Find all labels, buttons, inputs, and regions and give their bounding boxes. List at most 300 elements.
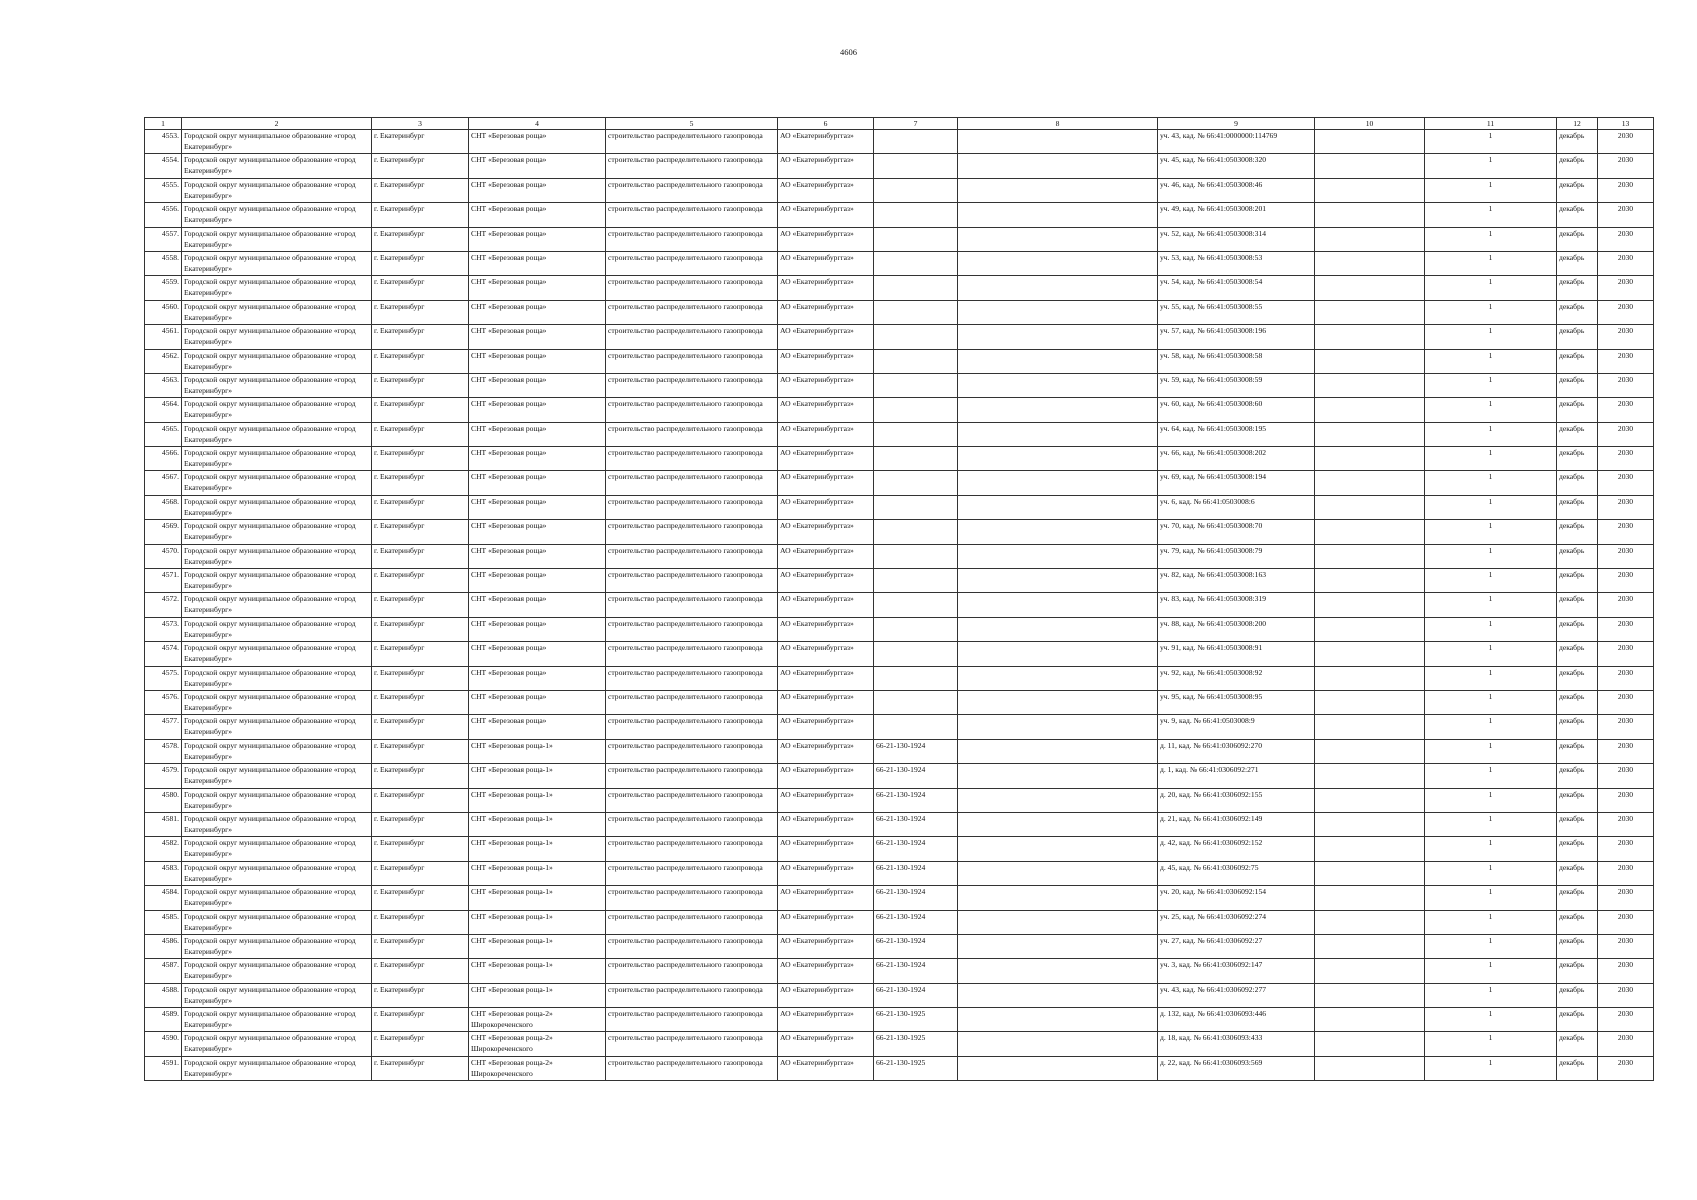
plot-cadastral-cell: уч. 69, кад. № 66:41:0503008:194 [1158, 471, 1315, 495]
column-8-cell [958, 617, 1158, 641]
organization-cell: АО «Екатеринбурггаз» [778, 569, 874, 593]
organization-cell: АО «Екатеринбурггаз» [778, 690, 874, 714]
quantity-cell: 1 [1425, 910, 1557, 934]
work-type-cell: строительство распределительного газопровода [606, 910, 778, 934]
column-10-cell [1315, 130, 1425, 154]
plot-cadastral-cell: д. 42, кад. № 66:41:0306092:152 [1158, 837, 1315, 861]
plan-code-cell [874, 593, 958, 617]
municipality-cell: Городской округ муниципальное образование «город Екатеринбург» [182, 373, 372, 397]
city-cell: г. Екатеринбург [372, 227, 469, 251]
column-10-cell [1315, 544, 1425, 568]
organization-cell: АО «Екатеринбурггаз» [778, 495, 874, 519]
column-header-4: 4 [469, 118, 606, 130]
work-type-cell: строительство распределительного газопровода [606, 959, 778, 983]
row-number: 4573. [145, 617, 182, 641]
year-cell: 2030 [1598, 886, 1654, 910]
plot-cadastral-cell: уч. 59, кад. № 66:41:0503008:59 [1158, 373, 1315, 397]
column-10-cell [1315, 788, 1425, 812]
organization-cell: АО «Екатеринбурггаз» [778, 666, 874, 690]
month-cell: декабрь [1557, 447, 1598, 471]
row-number: 4553. [145, 130, 182, 154]
row-number: 4587. [145, 959, 182, 983]
column-8-cell [958, 739, 1158, 763]
city-cell: г. Екатеринбург [372, 495, 469, 519]
month-cell: декабрь [1557, 154, 1598, 178]
row-number: 4565. [145, 422, 182, 446]
column-10-cell [1315, 593, 1425, 617]
settlement-cell: СНТ «Березовая роща-1» [469, 788, 606, 812]
column-8-cell [958, 349, 1158, 373]
plot-cadastral-cell: уч. 45, кад. № 66:41:0503008:320 [1158, 154, 1315, 178]
municipality-cell: Городской округ муниципальное образование «город Екатеринбург» [182, 1008, 372, 1032]
plot-cadastral-cell: д. 22, кад. № 66:41:0306093:569 [1158, 1056, 1315, 1080]
plot-cadastral-cell: уч. 20, кад. № 66:41:0306092:154 [1158, 886, 1315, 910]
month-cell: декабрь [1557, 178, 1598, 202]
quantity-cell: 1 [1425, 154, 1557, 178]
municipality-cell: Городской округ муниципальное образование «город Екатеринбург» [182, 203, 372, 227]
city-cell: г. Екатеринбург [372, 690, 469, 714]
column-8-cell [958, 373, 1158, 397]
work-type-cell: строительство распределительного газопровода [606, 569, 778, 593]
column-10-cell [1315, 715, 1425, 739]
plot-cadastral-cell: уч. 49, кад. № 66:41:0503008:201 [1158, 203, 1315, 227]
municipality-cell: Городской округ муниципальное образование «город Екатеринбург» [182, 593, 372, 617]
plan-code-cell [874, 715, 958, 739]
row-number: 4574. [145, 642, 182, 666]
quantity-cell: 1 [1425, 398, 1557, 422]
row-number: 4588. [145, 983, 182, 1007]
settlement-cell: СНТ «Березовая роща» [469, 178, 606, 202]
municipality-cell: Городской округ муниципальное образование «город Екатеринбург» [182, 495, 372, 519]
column-10-cell [1315, 373, 1425, 397]
organization-cell: АО «Екатеринбурггаз» [778, 325, 874, 349]
municipality-cell: Городской округ муниципальное образование «город Екатеринбург» [182, 276, 372, 300]
organization-cell: АО «Екатеринбурггаз» [778, 251, 874, 275]
city-cell: г. Екатеринбург [372, 837, 469, 861]
month-cell: декабрь [1557, 422, 1598, 446]
plot-cadastral-cell: д. 21, кад. № 66:41:0306092:149 [1158, 812, 1315, 836]
city-cell: г. Екатеринбург [372, 1032, 469, 1056]
table-row [145, 1008, 1654, 1032]
municipality-cell: Городской округ муниципальное образование «город Екатеринбург» [182, 861, 372, 885]
settlement-cell: СНТ «Березовая роща-2» Широкореченского [469, 1032, 606, 1056]
settlement-cell: СНТ «Березовая роща» [469, 690, 606, 714]
plan-code-cell: 66-21-130-1924 [874, 983, 958, 1007]
column-10-cell [1315, 837, 1425, 861]
settlement-cell: СНТ «Березовая роща» [469, 569, 606, 593]
month-cell: декабрь [1557, 1008, 1598, 1032]
column-10-cell [1315, 422, 1425, 446]
plot-cadastral-cell: уч. 25, кад. № 66:41:0306092:274 [1158, 910, 1315, 934]
municipality-cell: Городской округ муниципальное образование «город Екатеринбург» [182, 544, 372, 568]
year-cell: 2030 [1598, 130, 1654, 154]
plot-cadastral-cell: уч. 64, кад. № 66:41:0503008:195 [1158, 422, 1315, 446]
year-cell: 2030 [1598, 227, 1654, 251]
plot-cadastral-cell: уч. 6, кад. № 66:41:0503008:6 [1158, 495, 1315, 519]
month-cell: декабрь [1557, 471, 1598, 495]
row-number: 4569. [145, 520, 182, 544]
municipality-cell: Городской округ муниципальное образование «город Екатеринбург» [182, 666, 372, 690]
column-header-11: 11 [1425, 118, 1557, 130]
table-row [145, 812, 1654, 836]
table-row [145, 837, 1654, 861]
month-cell: декабрь [1557, 690, 1598, 714]
work-type-cell: строительство распределительного газопровода [606, 642, 778, 666]
organization-cell: АО «Екатеринбурггаз» [778, 373, 874, 397]
organization-cell: АО «Екатеринбурггаз» [778, 203, 874, 227]
row-number: 4580. [145, 788, 182, 812]
settlement-cell: СНТ «Березовая роща» [469, 251, 606, 275]
column-8-cell [958, 1032, 1158, 1056]
row-number: 4581. [145, 812, 182, 836]
quantity-cell: 1 [1425, 422, 1557, 446]
quantity-cell: 1 [1425, 812, 1557, 836]
year-cell: 2030 [1598, 373, 1654, 397]
year-cell: 2030 [1598, 910, 1654, 934]
city-cell: г. Екатеринбург [372, 934, 469, 958]
city-cell: г. Екатеринбург [372, 617, 469, 641]
plan-code-cell [874, 471, 958, 495]
plot-cadastral-cell: уч. 70, кад. № 66:41:0503008:70 [1158, 520, 1315, 544]
settlement-cell: СНТ «Березовая роща-2» Широкореченского [469, 1008, 606, 1032]
column-10-cell [1315, 642, 1425, 666]
plot-cadastral-cell: д. 18, кад. № 66:41:0306093:433 [1158, 1032, 1315, 1056]
organization-cell: АО «Екатеринбурггаз» [778, 788, 874, 812]
column-10-cell [1315, 471, 1425, 495]
table-row [145, 959, 1654, 983]
table-row [145, 471, 1654, 495]
city-cell: г. Екатеринбург [372, 886, 469, 910]
plot-cadastral-cell: д. 132, кад. № 66:41:0306093:446 [1158, 1008, 1315, 1032]
quantity-cell: 1 [1425, 276, 1557, 300]
column-header-9: 9 [1158, 118, 1315, 130]
organization-cell: АО «Екатеринбурггаз» [778, 934, 874, 958]
column-header-10: 10 [1315, 118, 1425, 130]
quantity-cell: 1 [1425, 300, 1557, 324]
plan-code-cell [874, 203, 958, 227]
month-cell: декабрь [1557, 910, 1598, 934]
column-10-cell [1315, 569, 1425, 593]
column-header-12: 12 [1557, 118, 1598, 130]
quantity-cell: 1 [1425, 666, 1557, 690]
work-type-cell: строительство распределительного газопровода [606, 861, 778, 885]
column-8-cell [958, 642, 1158, 666]
plan-code-cell [874, 276, 958, 300]
municipality-cell: Городской округ муниципальное образование «город Екатеринбург» [182, 447, 372, 471]
work-type-cell: строительство распределительного газопровода [606, 812, 778, 836]
table-row [145, 715, 1654, 739]
city-cell: г. Екатеринбург [372, 349, 469, 373]
settlement-cell: СНТ «Березовая роща» [469, 300, 606, 324]
settlement-cell: СНТ «Березовая роща» [469, 130, 606, 154]
plot-cadastral-cell: уч. 60, кад. № 66:41:0503008:60 [1158, 398, 1315, 422]
work-type-cell: строительство распределительного газопровода [606, 227, 778, 251]
municipality-cell: Городской округ муниципальное образование «город Екатеринбург» [182, 910, 372, 934]
plan-code-cell: 66-21-130-1924 [874, 739, 958, 763]
work-type-cell: строительство распределительного газопровода [606, 1008, 778, 1032]
work-type-cell: строительство распределительного газопровода [606, 251, 778, 275]
plot-cadastral-cell: уч. 43, кад. № 66:41:0000000:114769 [1158, 130, 1315, 154]
organization-cell: АО «Екатеринбурггаз» [778, 154, 874, 178]
column-10-cell [1315, 666, 1425, 690]
column-8-cell [958, 398, 1158, 422]
column-8-cell [958, 251, 1158, 275]
column-header-5: 5 [606, 118, 778, 130]
plot-cadastral-cell: уч. 57, кад. № 66:41:0503008:196 [1158, 325, 1315, 349]
plot-cadastral-cell: уч. 54, кад. № 66:41:0503008:54 [1158, 276, 1315, 300]
work-type-cell: строительство распределительного газопровода [606, 300, 778, 324]
settlement-cell: СНТ «Березовая роща» [469, 325, 606, 349]
column-8-cell [958, 227, 1158, 251]
plot-cadastral-cell: уч. 46, кад. № 66:41:0503008:46 [1158, 178, 1315, 202]
work-type-cell: строительство распределительного газопровода [606, 690, 778, 714]
plan-code-cell [874, 666, 958, 690]
city-cell: г. Екатеринбург [372, 203, 469, 227]
column-8-cell [958, 276, 1158, 300]
settlement-cell: СНТ «Березовая роща» [469, 617, 606, 641]
municipality-cell: Городской округ муниципальное образование «город Екатеринбург» [182, 1032, 372, 1056]
table-row [145, 886, 1654, 910]
municipality-cell: Городской округ муниципальное образование «город Екатеринбург» [182, 934, 372, 958]
work-type-cell: строительство распределительного газопровода [606, 715, 778, 739]
column-10-cell [1315, 934, 1425, 958]
table-row [145, 422, 1654, 446]
settlement-cell: СНТ «Березовая роща-1» [469, 861, 606, 885]
table-row [145, 1056, 1654, 1080]
work-type-cell: строительство распределительного газопровода [606, 983, 778, 1007]
row-number: 4571. [145, 569, 182, 593]
plot-cadastral-cell: уч. 3, кад. № 66:41:0306092:147 [1158, 959, 1315, 983]
city-cell: г. Екатеринбург [372, 593, 469, 617]
year-cell: 2030 [1598, 300, 1654, 324]
year-cell: 2030 [1598, 593, 1654, 617]
organization-cell: АО «Екатеринбурггаз» [778, 276, 874, 300]
column-8-cell [958, 1008, 1158, 1032]
plan-code-cell [874, 495, 958, 519]
settlement-cell: СНТ «Березовая роща» [469, 642, 606, 666]
organization-cell: АО «Екатеринбурггаз» [778, 837, 874, 861]
municipality-cell: Городской округ муниципальное образование «город Екатеринбург» [182, 130, 372, 154]
table-row [145, 130, 1654, 154]
year-cell: 2030 [1598, 349, 1654, 373]
year-cell: 2030 [1598, 495, 1654, 519]
settlement-cell: СНТ «Березовая роща-1» [469, 739, 606, 763]
municipality-cell: Городской округ муниципальное образование «город Екатеринбург» [182, 520, 372, 544]
settlement-cell: СНТ «Березовая роща» [469, 373, 606, 397]
city-cell: г. Екатеринбург [372, 1056, 469, 1080]
row-number: 4562. [145, 349, 182, 373]
organization-cell: АО «Екатеринбурггаз» [778, 520, 874, 544]
table-row [145, 934, 1654, 958]
column-8-cell [958, 447, 1158, 471]
column-8-cell [958, 495, 1158, 519]
year-cell: 2030 [1598, 934, 1654, 958]
row-number: 4590. [145, 1032, 182, 1056]
organization-cell: АО «Екатеринбурггаз» [778, 447, 874, 471]
table-row [145, 300, 1654, 324]
plan-code-cell: 66-21-130-1924 [874, 886, 958, 910]
table-row [145, 227, 1654, 251]
quantity-cell: 1 [1425, 861, 1557, 885]
year-cell: 2030 [1598, 642, 1654, 666]
organization-cell: АО «Екатеринбурггаз» [778, 544, 874, 568]
plan-code-cell: 66-21-130-1925 [874, 1032, 958, 1056]
table-row [145, 544, 1654, 568]
column-10-cell [1315, 349, 1425, 373]
organization-cell: АО «Екатеринбурггаз» [778, 300, 874, 324]
month-cell: декабрь [1557, 251, 1598, 275]
quantity-cell: 1 [1425, 837, 1557, 861]
city-cell: г. Екатеринбург [372, 1008, 469, 1032]
row-number: 4559. [145, 276, 182, 300]
city-cell: г. Екатеринбург [372, 373, 469, 397]
plot-cadastral-cell: д. 11, кад. № 66:41:0306092:270 [1158, 739, 1315, 763]
year-cell: 2030 [1598, 325, 1654, 349]
month-cell: декабрь [1557, 227, 1598, 251]
plot-cadastral-cell: уч. 55, кад. № 66:41:0503008:55 [1158, 300, 1315, 324]
column-10-cell [1315, 1008, 1425, 1032]
month-cell: декабрь [1557, 130, 1598, 154]
municipality-cell: Городской округ муниципальное образование «город Екатеринбург» [182, 569, 372, 593]
quantity-cell: 1 [1425, 544, 1557, 568]
column-8-cell [958, 178, 1158, 202]
quantity-cell: 1 [1425, 886, 1557, 910]
row-number: 4567. [145, 471, 182, 495]
header-row [145, 118, 1654, 130]
year-cell: 2030 [1598, 788, 1654, 812]
organization-cell: АО «Екатеринбурггаз» [778, 349, 874, 373]
city-cell: г. Екатеринбург [372, 447, 469, 471]
column-8-cell [958, 130, 1158, 154]
settlement-cell: СНТ «Березовая роща» [469, 593, 606, 617]
settlement-cell: СНТ «Березовая роща-1» [469, 983, 606, 1007]
organization-cell: АО «Екатеринбурггаз» [778, 642, 874, 666]
city-cell: г. Екатеринбург [372, 520, 469, 544]
year-cell: 2030 [1598, 471, 1654, 495]
row-number: 4575. [145, 666, 182, 690]
plan-code-cell [874, 325, 958, 349]
table-row [145, 861, 1654, 885]
column-header-13: 13 [1598, 118, 1654, 130]
plan-code-cell: 66-21-130-1924 [874, 764, 958, 788]
plan-code-cell: 66-21-130-1924 [874, 934, 958, 958]
work-type-cell: строительство распределительного газопровода [606, 130, 778, 154]
organization-cell: АО «Екатеринбурггаз» [778, 764, 874, 788]
quantity-cell: 1 [1425, 642, 1557, 666]
row-number: 4560. [145, 300, 182, 324]
column-8-cell [958, 934, 1158, 958]
column-8-cell [958, 812, 1158, 836]
municipality-cell: Городской округ муниципальное образование «город Екатеринбург» [182, 471, 372, 495]
quantity-cell: 1 [1425, 788, 1557, 812]
row-number: 4579. [145, 764, 182, 788]
plan-code-cell [874, 690, 958, 714]
table-row [145, 666, 1654, 690]
municipality-cell: Городской округ муниципальное образование «город Екатеринбург» [182, 349, 372, 373]
row-number: 4586. [145, 934, 182, 958]
organization-cell: АО «Екатеринбурггаз» [778, 422, 874, 446]
column-header-3: 3 [372, 118, 469, 130]
plan-code-cell [874, 642, 958, 666]
settlement-cell: СНТ «Березовая роща-1» [469, 837, 606, 861]
year-cell: 2030 [1598, 983, 1654, 1007]
work-type-cell: строительство распределительного газопровода [606, 593, 778, 617]
year-cell: 2030 [1598, 1032, 1654, 1056]
plan-code-cell: 66-21-130-1924 [874, 837, 958, 861]
column-header-1: 1 [145, 118, 182, 130]
row-number: 4570. [145, 544, 182, 568]
organization-cell: АО «Екатеринбурггаз» [778, 1032, 874, 1056]
plan-code-cell [874, 300, 958, 324]
settlement-cell: СНТ «Березовая роща-2» Широкореченского [469, 1056, 606, 1080]
plan-code-cell [874, 569, 958, 593]
organization-cell: АО «Екатеринбурггаз» [778, 1056, 874, 1080]
column-8-cell [958, 983, 1158, 1007]
work-type-cell: строительство распределительного газопровода [606, 471, 778, 495]
municipality-cell: Городской округ муниципальное образование «город Екатеринбург» [182, 764, 372, 788]
quantity-cell: 1 [1425, 130, 1557, 154]
plot-cadastral-cell: уч. 58, кад. № 66:41:0503008:58 [1158, 349, 1315, 373]
organization-cell: АО «Екатеринбурггаз» [778, 227, 874, 251]
month-cell: декабрь [1557, 959, 1598, 983]
settlement-cell: СНТ «Березовая роща-1» [469, 910, 606, 934]
work-type-cell: строительство распределительного газопровода [606, 349, 778, 373]
municipality-cell: Городской округ муниципальное образование «город Екатеринбург» [182, 812, 372, 836]
table-row [145, 617, 1654, 641]
table-row [145, 373, 1654, 397]
settlement-cell: СНТ «Березовая роща» [469, 227, 606, 251]
month-cell: декабрь [1557, 886, 1598, 910]
column-8-cell [958, 886, 1158, 910]
year-cell: 2030 [1598, 739, 1654, 763]
work-type-cell: строительство распределительного газопровода [606, 203, 778, 227]
plan-code-cell [874, 227, 958, 251]
month-cell: декабрь [1557, 373, 1598, 397]
municipality-cell: Городской округ муниципальное образование «город Екатеринбург» [182, 617, 372, 641]
work-type-cell: строительство распределительного газопровода [606, 837, 778, 861]
quantity-cell: 1 [1425, 764, 1557, 788]
municipality-cell: Городской округ муниципальное образование «город Екатеринбург» [182, 886, 372, 910]
column-10-cell [1315, 1032, 1425, 1056]
month-cell: декабрь [1557, 300, 1598, 324]
settlement-cell: СНТ «Березовая роща» [469, 276, 606, 300]
municipality-cell: Городской округ муниципальное образование «город Екатеринбург» [182, 959, 372, 983]
table-body [145, 130, 1654, 1081]
organization-cell: АО «Екатеринбурггаз» [778, 739, 874, 763]
settlement-cell: СНТ «Березовая роща-1» [469, 886, 606, 910]
plan-code-cell [874, 544, 958, 568]
month-cell: декабрь [1557, 739, 1598, 763]
plan-code-cell: 66-21-130-1925 [874, 1008, 958, 1032]
row-number: 4578. [145, 739, 182, 763]
plot-cadastral-cell: уч. 43, кад. № 66:41:0306092:277 [1158, 983, 1315, 1007]
organization-cell: АО «Екатеринбурггаз» [778, 593, 874, 617]
settlement-cell: СНТ «Березовая роща» [469, 203, 606, 227]
municipality-cell: Городской округ муниципальное образование «город Екатеринбург» [182, 178, 372, 202]
month-cell: декабрь [1557, 495, 1598, 519]
row-number: 4564. [145, 398, 182, 422]
work-type-cell: строительство распределительного газопровода [606, 739, 778, 763]
city-cell: г. Екатеринбург [372, 325, 469, 349]
month-cell: декабрь [1557, 764, 1598, 788]
column-8-cell [958, 569, 1158, 593]
column-8-cell [958, 764, 1158, 788]
year-cell: 2030 [1598, 276, 1654, 300]
year-cell: 2030 [1598, 398, 1654, 422]
column-10-cell [1315, 251, 1425, 275]
column-10-cell [1315, 983, 1425, 1007]
quantity-cell: 1 [1425, 739, 1557, 763]
